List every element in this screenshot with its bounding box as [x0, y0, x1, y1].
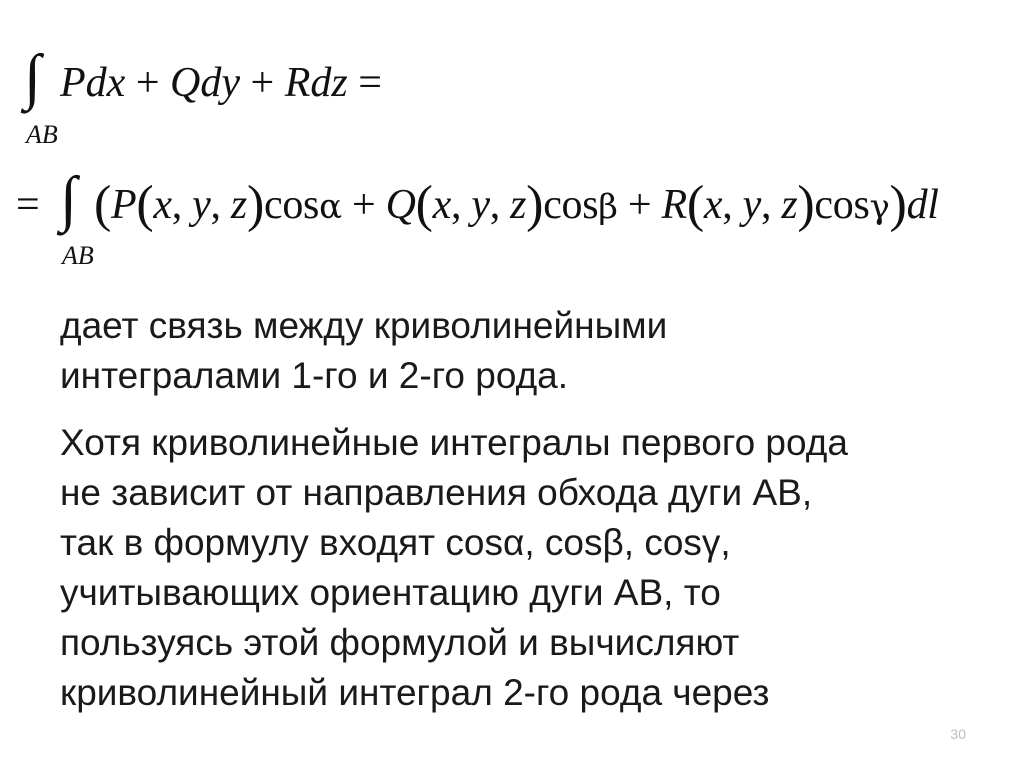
page-number: 30 [950, 726, 966, 742]
integral-sign: ∫ [24, 43, 41, 111]
paragraph-2 [60, 418, 848, 718]
integral-sign: ∫ [60, 165, 77, 233]
formula-1-expression: Pdx + Qdy + Rdz = [60, 60, 382, 106]
text-line: интегралами 1-го и 2-го рода. [60, 355, 569, 396]
paragraph-1 [60, 301, 667, 401]
integral-limit: AB [26, 120, 58, 149]
text-line: дает связь между криволинейными [60, 305, 668, 346]
text-line: не зависит от направления обхода дуги AB, [60, 472, 813, 513]
text-line: криволинейный интеграл 2-го рода через [60, 672, 770, 713]
text-line: пользуясь этой формулой и вычисляют [60, 622, 740, 663]
text-line: так в формулу входят cosα, cosβ, cosγ, [60, 522, 731, 563]
equals-sign: = [16, 182, 40, 228]
text-line: учитывающих ориентацию дуги AB, то [60, 572, 721, 613]
formula-line-2 [16, 165, 1016, 278]
formula-line-1 [24, 43, 624, 150]
formula-2-expression: (P(x, y, z)cosα + Q(x, y, z)cosβ + R(x, y, z)cosγ)dl [94, 176, 939, 233]
text-line: Хотя криволинейные интегралы первого рода [60, 422, 848, 463]
integral-limit: AB [62, 241, 94, 270]
